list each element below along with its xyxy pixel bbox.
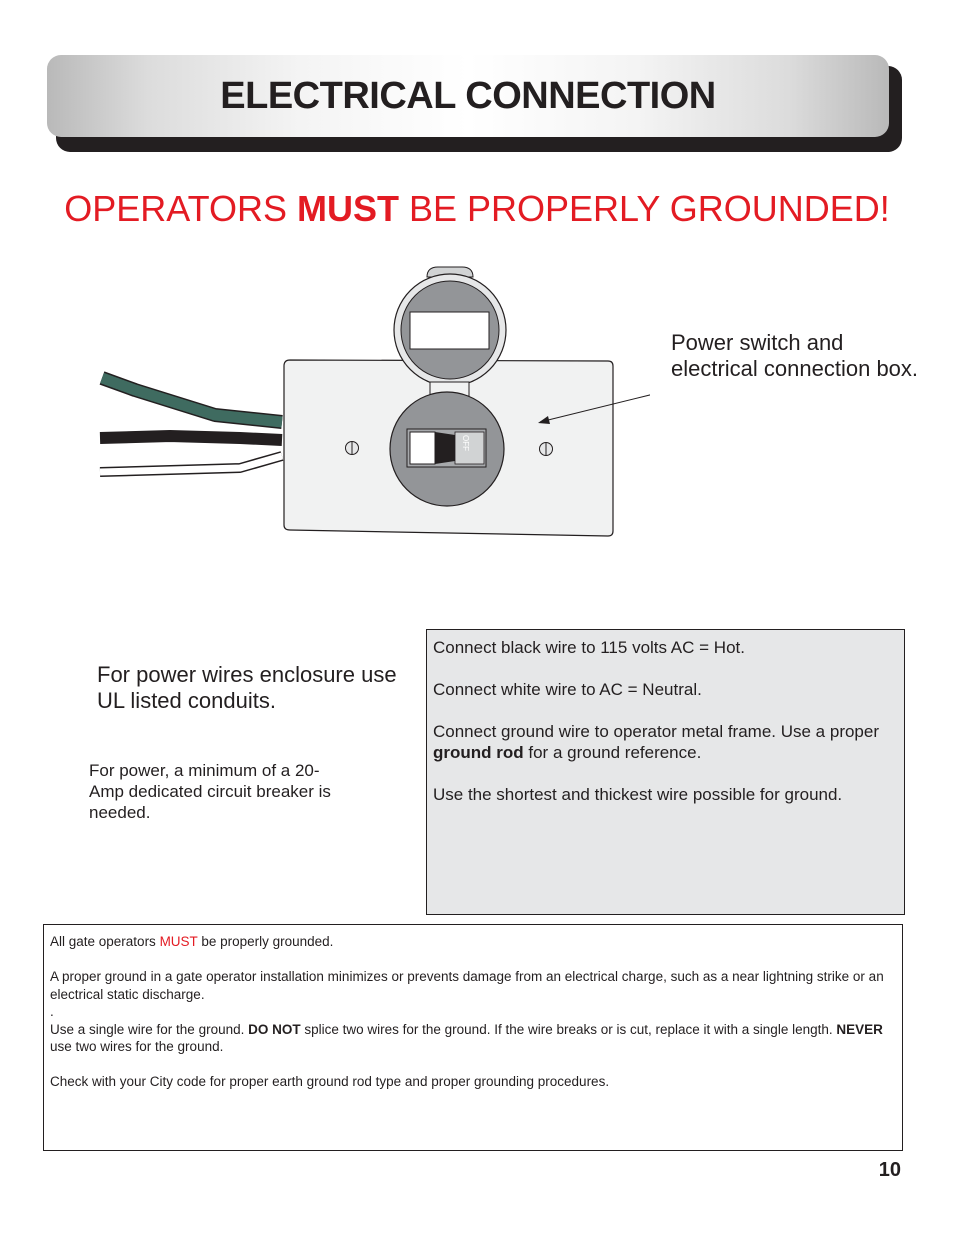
- hot-wire: [100, 436, 282, 440]
- grounding-text-end: be properly grounded.: [197, 934, 334, 949]
- two-wires-text: use two wires for the ground.: [50, 1039, 224, 1054]
- hot-wire-instruction: Connect black wire to 115 volts AC = Hot.: [433, 638, 745, 657]
- grounding-para-4: Check with your City code for proper earth ground rod type and proper grounding procedures.: [50, 1074, 610, 1089]
- right-screw: [540, 443, 553, 456]
- toggle-switch: [410, 432, 435, 464]
- neutral-wire-instruction: Connect white wire to AC = Neutral.: [433, 680, 702, 699]
- ground-instruction-text: Connect ground wire to operator metal frame. Use a proper: [433, 722, 880, 741]
- left-screw: [346, 442, 359, 455]
- ground-instruction-text-end: for a ground reference.: [523, 743, 702, 762]
- warning-prefix: OPERATORS: [64, 188, 297, 229]
- grounding-text: All gate operators: [50, 934, 160, 949]
- must-emphasis: MUST: [159, 934, 198, 949]
- switch-box-diagram: [90, 260, 650, 545]
- single-wire-text: Use a single wire for the ground.: [50, 1021, 249, 1037]
- grounding-para-3: [50, 1021, 896, 1056]
- grounding-dot: .: [50, 1004, 54, 1019]
- ground-rod-emphasis: ground rod: [433, 743, 524, 762]
- splice-text: splice two wires for the ground. If the wire breaks or is cut, replace it with a single length.: [300, 1021, 837, 1037]
- warning-suffix: BE PROPERLY GROUNDED!: [398, 188, 890, 229]
- header-banner: [47, 55, 889, 137]
- wiring-instructions-box: [426, 629, 905, 915]
- cover-window: [410, 312, 489, 349]
- switch-box-callout: Power switch and electrical connection box.: [671, 330, 919, 381]
- warning-emphasis: MUST: [296, 188, 399, 229]
- page-title: ELECTRICAL CONNECTION: [220, 74, 716, 117]
- conduit-note: For power wires enclosure use UL listed conduits.: [97, 662, 397, 713]
- grounding-para-2: A proper ground in a gate operator installation minimizes or prevents damage from an electrical charge, such as a near lightning strike or an electrical static discharge.: [50, 969, 884, 1002]
- ground-wire-instruction: [433, 721, 898, 763]
- grounding-info-box: [43, 924, 903, 1151]
- grounding-para-1: [50, 933, 896, 951]
- grounding-warning: [0, 188, 954, 230]
- do-not-emphasis: DO NOT: [248, 1021, 301, 1037]
- page-number: 10: [878, 1159, 901, 1181]
- switch-off-label: OFF: [461, 435, 470, 451]
- breaker-note: For power, a minimum of a 20-Amp dedicated circuit breaker is needed.: [89, 761, 331, 822]
- wire-length-instruction: Use the shortest and thickest wire possible for ground.: [433, 785, 843, 804]
- never-emphasis: NEVER: [836, 1021, 883, 1037]
